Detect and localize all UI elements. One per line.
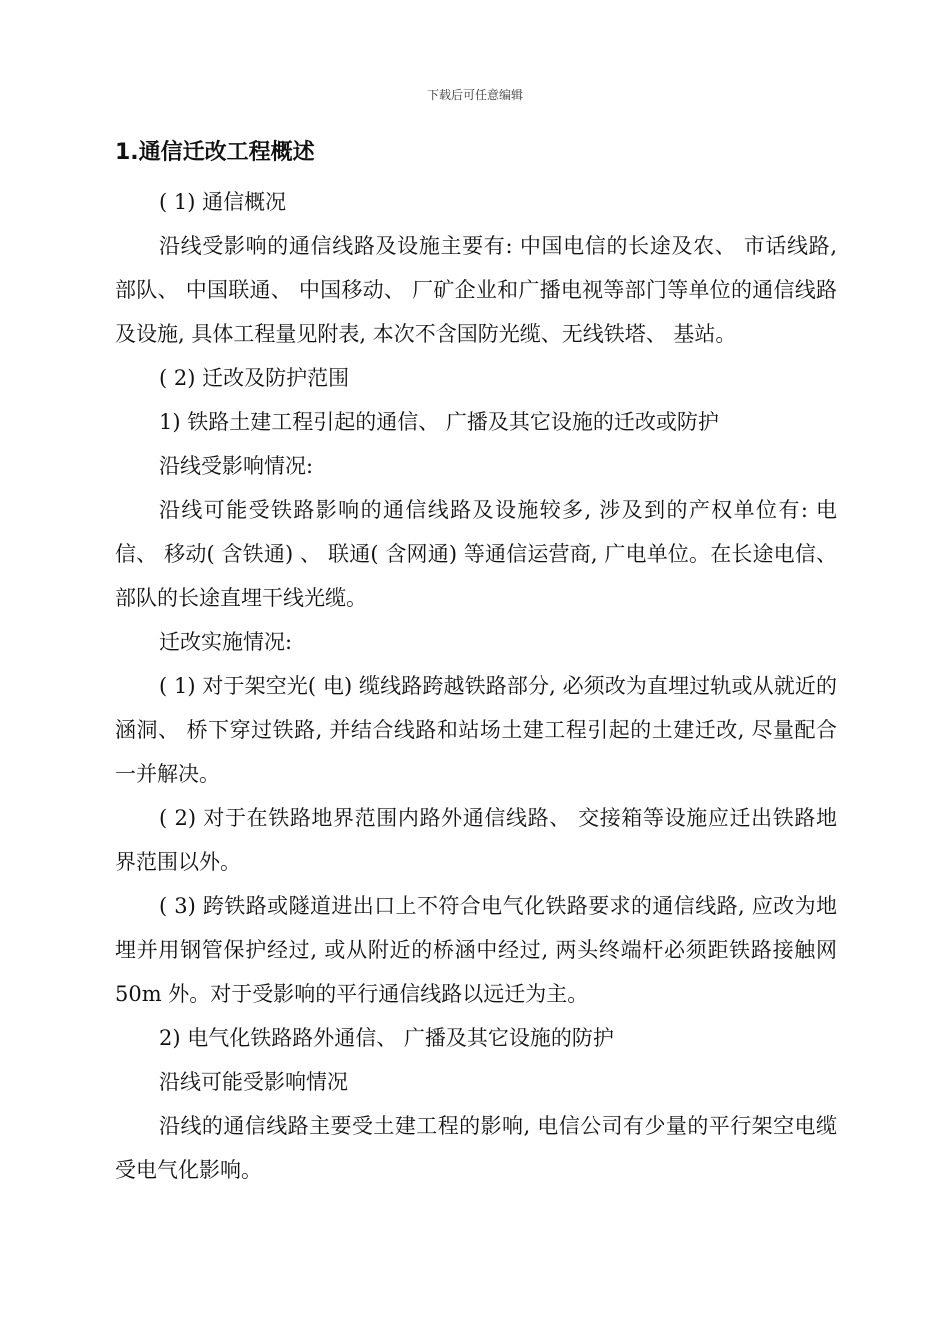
paragraph: ( 3) 跨铁路或隧道进出口上不符合电气化铁路要求的通信线路, 应改为地埋并用钢管保护经过, 或从附近的桥涵中经过, 两头终端杆必须距铁路接触网 50m 外。对于受影响的平行通信线路以远迁为主。 bbox=[115, 894, 837, 1006]
paragraph: 1) 铁路土建工程引起的通信、 广播及其它设施的迁改或防护 bbox=[159, 410, 719, 434]
header-note: 下载后可任意编辑 bbox=[426, 88, 523, 102]
document-body bbox=[115, 180, 837, 1192]
paragraph: ( 2) 迁改及防护范围 bbox=[159, 366, 350, 390]
paragraph: 沿线可能受铁路影响的通信线路及设施较多, 涉及到的产权单位有: 电信、 移动( 含铁通) 、 联通( 含网通) 等通信运营商, 广电单位。在长途电信、 部队的长途直埋干线光缆。 bbox=[115, 498, 837, 610]
paragraph: 2) 电气化铁路路外通信、 广播及其它设施的防护 bbox=[159, 1026, 614, 1050]
section-title: 1.通信迁改工程概述 bbox=[115, 140, 315, 165]
paragraph: 沿线可能受影响情况 bbox=[159, 1070, 348, 1094]
paragraph: ( 1) 对于架空光( 电) 缆线路跨越铁路部分, 必须改为直埋过轨或从就近的涵洞、 桥下穿过铁路, 并结合线路和站场土建工程引起的土建迁改, 尽量配合一并解决。 bbox=[115, 674, 837, 786]
paragraph: 沿线受影响情况: bbox=[159, 454, 314, 478]
paragraph: ( 1) 通信概况 bbox=[159, 190, 287, 214]
paragraph: ( 2) 对于在铁路地界范围内路外通信线路、 交接箱等设施应迁出铁路地界范围以外。 bbox=[115, 806, 837, 874]
paragraph: 迁改实施情况: bbox=[159, 630, 293, 654]
paragraph: 沿线受影响的通信线路及设施主要有: 中国电信的长途及农、 市话线路, 部队、 中国联通、 中国移动、 厂矿企业和广播电视等部门等单位的通信线路及设施, 具体工程量见附表, 本次不含国防光缆、无线铁塔、 基站。 bbox=[115, 234, 837, 346]
paragraph: 沿线的通信线路主要受土建工程的影响, 电信公司有少量的平行架空电缆受电气化影响。 bbox=[115, 1114, 837, 1182]
